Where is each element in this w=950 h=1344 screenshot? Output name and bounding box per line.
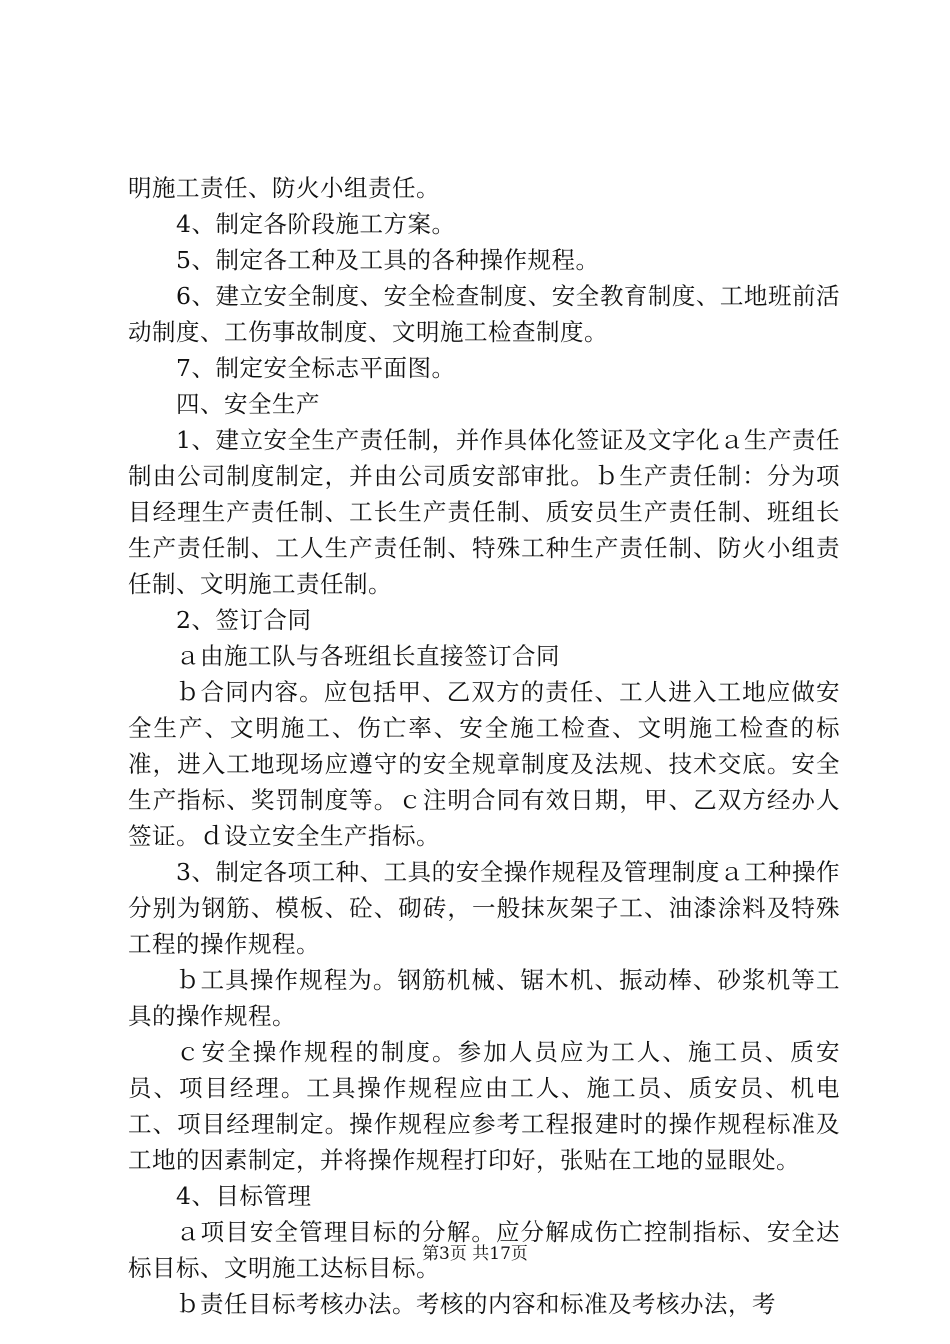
page-number-footer: 第3页 共17页 [422,1244,528,1264]
paragraph: 6、建立安全制度、安全检查制度、安全教育制度、工地班前活动制度、工伤事故制度、文明施工检查制度。 [128,282,840,346]
paragraph: ｂ工具操作规程为。钢筋机械、锯木机、振动棒、砂浆机等工具的操作规程。 [128,966,840,1030]
paragraph: 4、制定各阶段施工方案。 [176,210,456,238]
paragraph: 7、制定安全标志平面图。 [176,354,456,382]
paragraph: ｂ责任目标考核办法。考核的内容和标准及考核办法，考 [176,1290,776,1318]
paragraph: ｃ安全操作规程的制度。参加人员应为工人、施工员、质安员、项目经理。工具操作规程应由工人、施工员、质安员、机电工、项目经理制定。操作规程应参考工程报建时的操作规程标准及工地的因素制定，并将操作规程打印好，张贴在工地的显眼处。 [128,1038,840,1174]
document-body [128,170,840,1322]
paragraph: 明施工责任、防火小组责任。 [128,174,440,202]
paragraph: 1、建立安全生产责任制，并作具体化签证及文字化ａ生产责任制由公司制度制定，并由公司质安部审批。ｂ生产责任制：分为项目经理生产责任制、工长生产责任制、质安员生产责任制、班组长生产责任制、工人生产责任制、特殊工种生产责任制、防火小组责任制、文明施工责任制。 [128,426,840,598]
paragraph: 4、目标管理 [176,1182,312,1210]
paragraph: 2、签订合同 [176,606,312,634]
paragraph: 5、制定各工种及工具的各种操作规程。 [176,246,600,274]
paragraph: ａ项目安全管理目标的分解。应分解成伤亡控制指标、安全达标目标、文明施工达标目标。 [128,1218,840,1282]
section-heading: 四、安全生产 [176,390,320,418]
paragraph: ａ由施工队与各班组长直接签订合同 [176,642,560,670]
paragraph: ｂ合同内容。应包括甲、乙双方的责任、工人进入工地应做安全生产、文明施工、伤亡率、安全施工检查、文明施工检查的标准，进入工地现场应遵守的安全规章制度及法规、技术交底。安全生产指标、奖罚制度等。ｃ注明合同有效日期，甲、乙双方经办人签证。ｄ设立安全生产指标。 [128,678,840,850]
paragraph: 3、制定各项工种、工具的安全操作规程及管理制度ａ工种操作分别为钢筋、模板、砼、砌砖，一般抹灰架子工、油漆涂料及特殊工程的操作规程。 [128,858,840,958]
